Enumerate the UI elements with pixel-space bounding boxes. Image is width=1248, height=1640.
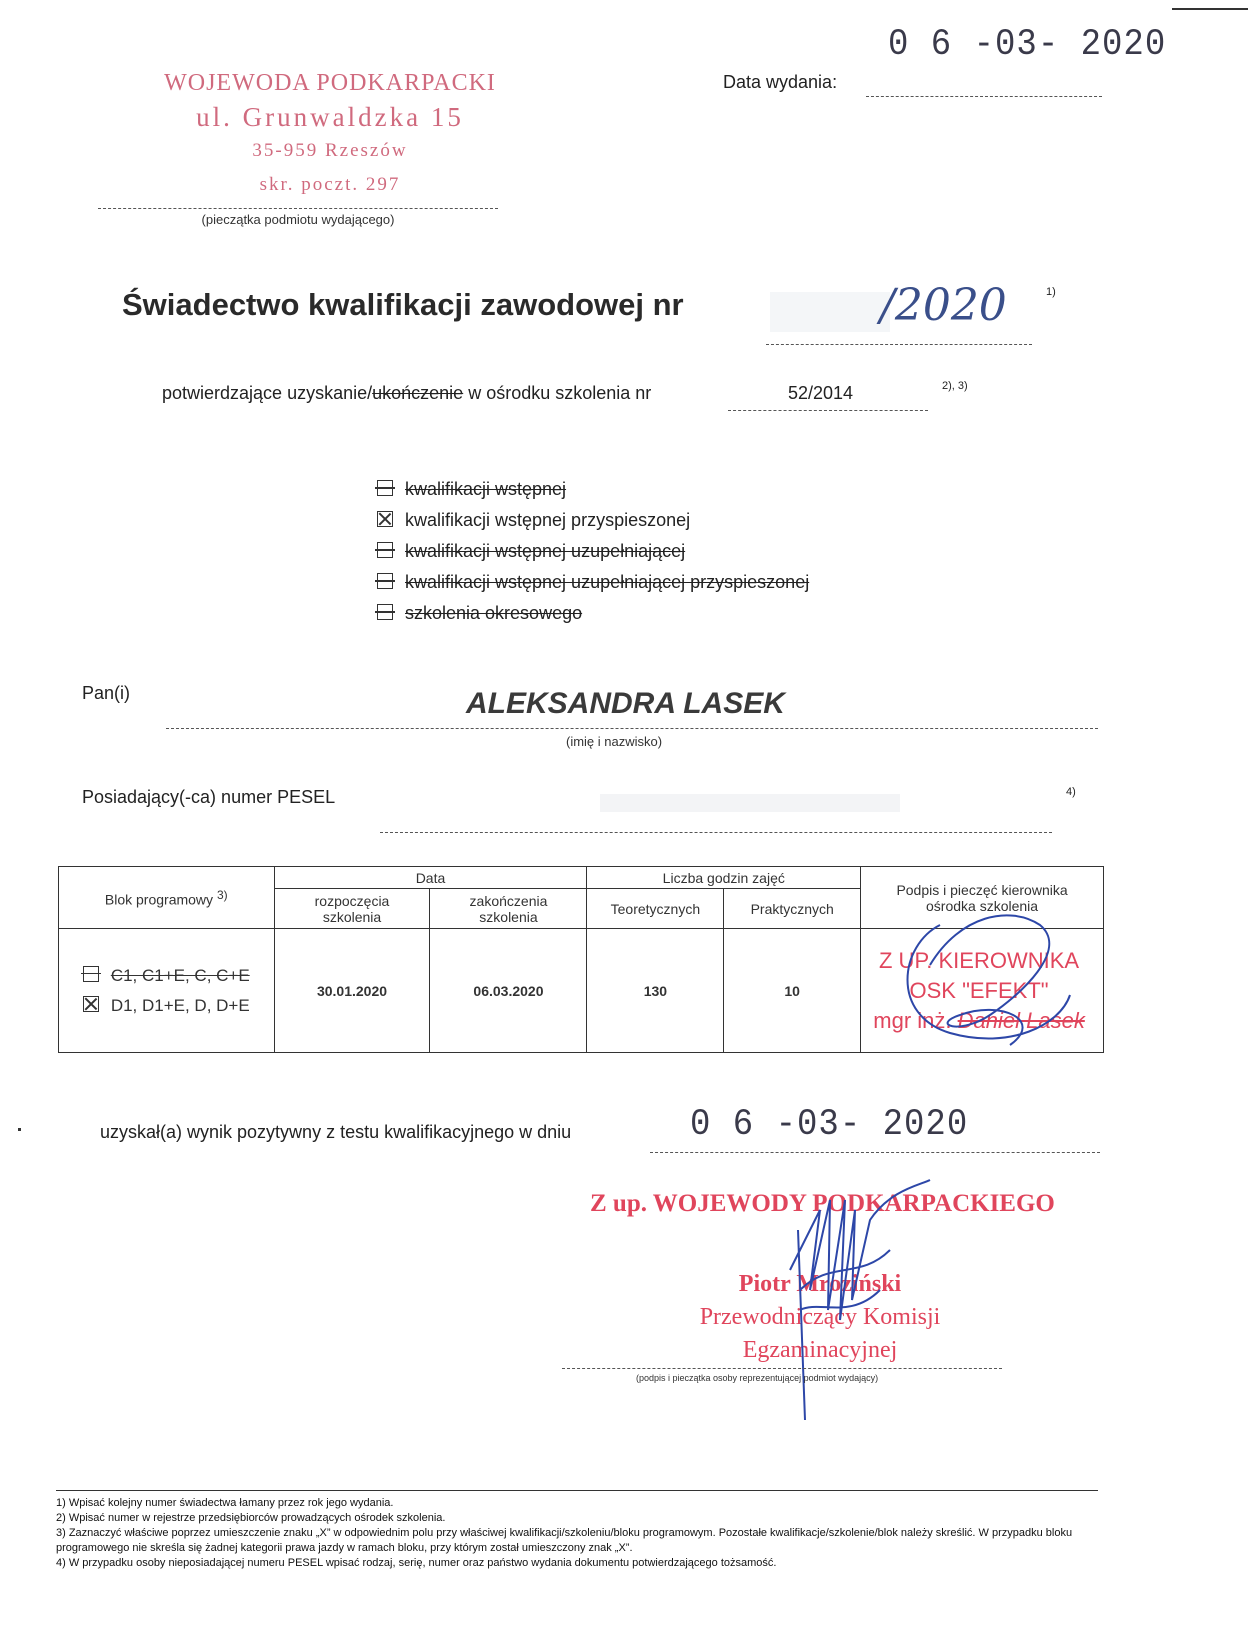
qualification-option — [377, 567, 809, 598]
issue-date-label: Data wydania: — [723, 72, 838, 92]
authority-stamp-line2: Piotr Mroziński — [738, 1271, 902, 1297]
checkbox-checked-icon — [377, 511, 393, 527]
osk-stamp-line1: Z UP. KIEROWNIKA — [879, 947, 1080, 973]
certificate-title: Świadectwo kwalifikacji zawodowej nr — [122, 287, 684, 322]
qualification-option — [377, 598, 809, 629]
qualification-option — [377, 474, 809, 505]
cell-block — [59, 929, 275, 1053]
person-name: ALEKSANDRA LASEK — [466, 687, 785, 720]
checkbox-struck-icon — [83, 966, 99, 982]
osk-stamp-line2: OSK "EFEKT" — [909, 977, 1049, 1003]
cell-end-date: 06.03.2020 — [430, 929, 587, 1053]
issuer-stamp-line — [98, 208, 498, 209]
footnote-1: 1) Wpisać kolejny numer świadectwa łamany przez rok jego wydania. — [56, 1497, 394, 1509]
issuer-stamp-line1: WOJEWODA PODKARPACKI — [164, 70, 496, 96]
checkbox-struck-icon — [377, 480, 393, 496]
checkbox-struck-icon — [377, 542, 393, 558]
certificate-number-handwritten: /2020 — [880, 280, 1007, 331]
redacted-number — [770, 292, 890, 332]
issue-date-stamp: 0 6 -03- 2020 — [888, 24, 1167, 66]
pesel-label: Posiadający(-ca) numer PESEL — [82, 787, 336, 807]
header-hours: Liczba godzin zajęć — [587, 867, 861, 889]
qualification-option-label: kwalifikacji wstępnej uzupełniającej przyspieszonej — [405, 572, 810, 592]
person-caption: (imię i nazwisko) — [566, 734, 663, 749]
authority-caption: (podpis i pieczątka osoby reprezentującej podmiot wydający) — [636, 1373, 879, 1383]
authority-signature-line — [562, 1368, 1002, 1369]
confirmation-prefix: potwierdzające uzyskanie/ — [162, 383, 373, 403]
authority-stamp-line3: Przewodniczący Komisji — [699, 1304, 941, 1330]
header-theory: Teoretycznych — [587, 889, 724, 929]
footnotes-divider — [56, 1490, 1098, 1491]
authority-stamp-line4: Egzaminacyjnej — [742, 1337, 898, 1363]
issuer-stamp — [140, 66, 520, 202]
confirmation-text — [162, 383, 651, 404]
qualification-option-label: kwalifikacji wstępnej przyspieszonej — [405, 510, 691, 530]
certificate-number-line — [766, 344, 1032, 345]
checkbox-struck-icon — [377, 573, 393, 589]
issue-date-line — [866, 96, 1102, 97]
authority-signature — [760, 1170, 940, 1430]
qualification-options — [377, 474, 809, 629]
issuer-stamp-line2: ul. Grunwaldzka 15 — [196, 102, 464, 132]
osk-stamp-line3: mgr inż. Daniel Lasek — [873, 1007, 1085, 1033]
qualification-option — [377, 505, 809, 536]
authority-stamp-line1: Z up. WOJEWODY PODKARPACKIEGO — [590, 1190, 1055, 1217]
qualification-option-label: szkolenia okresowego — [405, 603, 583, 623]
block-option-2: D1, D1+E, D, D+E — [110, 995, 250, 1015]
cell-theory-hours: 130 — [587, 929, 724, 1053]
title-footnote-ref: 1) — [1046, 286, 1056, 298]
cell-start-date: 30.01.2020 — [274, 929, 430, 1053]
footnote-3: 3) Zaznaczyć właściwe poprzez umieszczenie znaku „X” w odpowiednim polu przy właściwej kwalifikacji/szkoleniu/bloku programowym. Pozostałe kwalifikacje/szkolenie/blok należy skreślić. W przypadku bloku programowego nie skreśla się żadnej kategorii prawa jazdy w ramach bloku, przy którym został umieszczony znak „X”. — [56, 1527, 1073, 1554]
footnote-4: 4) W przypadku osoby nieposiadającej numeru PESEL wpisać rodzaj, serię, numer oraz państwo wydania dokumentu potwierdzającego tożsamość. — [56, 1557, 777, 1569]
header-practice: Praktycznych — [724, 889, 861, 929]
issuer-stamp-line4: skr. poczt. 297 — [259, 174, 401, 195]
footnotes — [56, 1496, 1076, 1571]
checkbox-checked-icon — [83, 996, 99, 1012]
result-date-stamp: 0 6 -03- 2020 — [690, 1104, 969, 1146]
footnote-2: 2) Wpisać numer w rejestrze przedsiębiorców prowadzących ośrodek szkolenia. — [56, 1512, 446, 1524]
training-center-number: 52/2014 — [788, 383, 854, 403]
issuer-stamp-caption: (pieczątka podmiotu wydającego) — [201, 212, 395, 227]
checkbox-struck-icon — [377, 604, 393, 620]
pesel-footnote-ref: 4) — [1066, 786, 1076, 798]
person-label: Pan(i) — [82, 683, 131, 703]
result-text: uzyskał(a) wynik pozytywny z testu kwalifikacyjnego w dniu — [100, 1122, 572, 1142]
pesel-line — [380, 832, 1052, 833]
redacted-pesel — [600, 794, 900, 812]
confirmation-suffix: w ośrodku szkolenia nr — [463, 383, 652, 403]
header-end: zakończenia szkolenia — [430, 889, 587, 929]
result-date-line — [650, 1152, 1100, 1153]
scan-edge-mark — [1172, 8, 1248, 10]
scan-dot — [18, 1128, 21, 1131]
header-signature: Podpis i pieczęć kierownika ośrodka szkolenia — [861, 867, 1104, 929]
training-center-line — [728, 410, 928, 411]
header-block: Blok programowy 3) — [59, 867, 275, 929]
qualification-option-label: kwalifikacji wstępnej uzupełniającej — [405, 541, 686, 561]
confirm-footnote-ref: 2), 3) — [942, 380, 968, 392]
block-option-1: C1, C1+E, C, C+E — [110, 965, 250, 985]
qualification-option-label: kwalifikacji wstępnej — [405, 479, 567, 499]
header-start: rozpoczęcia szkolenia — [274, 889, 430, 929]
osk-signature — [870, 905, 1090, 1065]
cell-practice-hours: 10 — [724, 929, 861, 1053]
qualification-option — [377, 536, 809, 567]
confirmation-struck: ukończenie — [372, 383, 464, 403]
issuer-stamp-line3: 35-959 Rzeszów — [252, 140, 408, 161]
person-name-line — [166, 728, 1098, 729]
header-date: Data — [274, 867, 587, 889]
